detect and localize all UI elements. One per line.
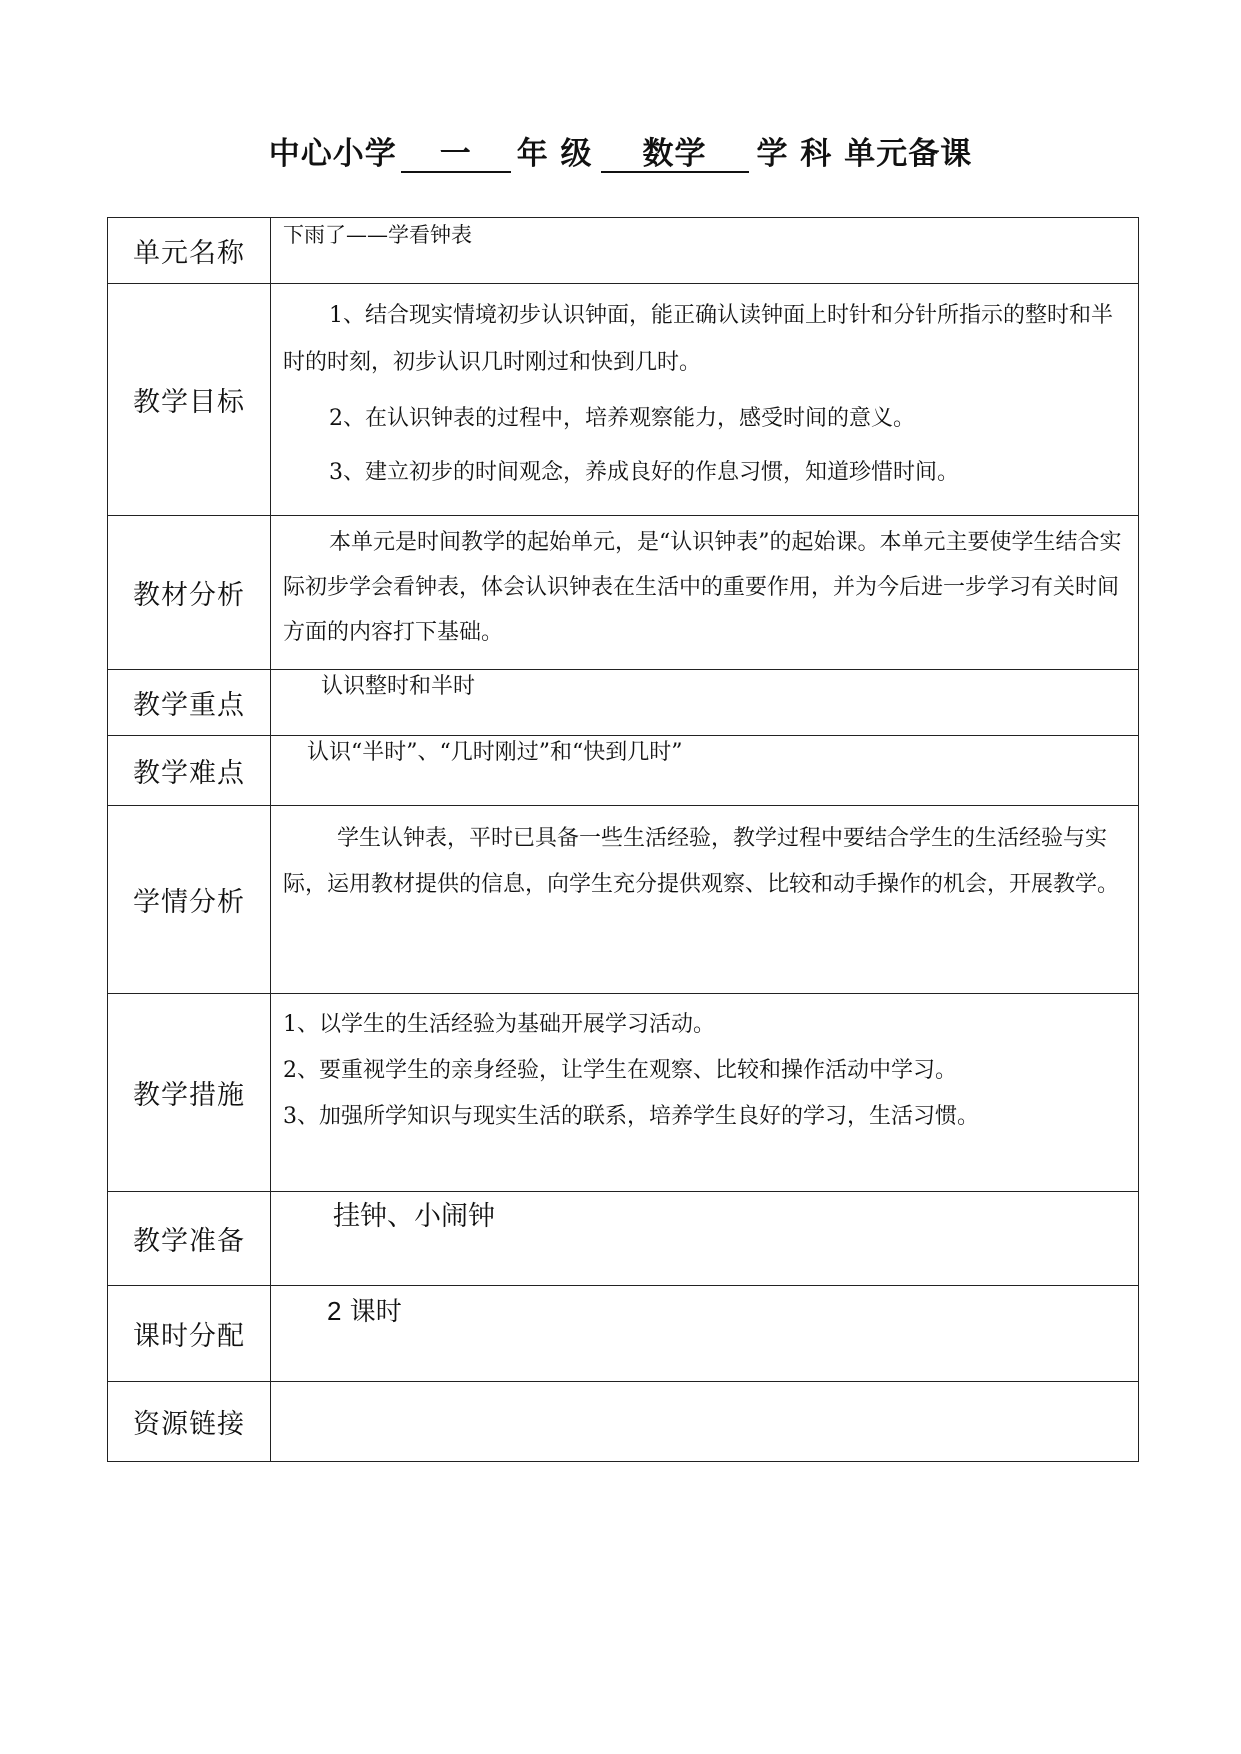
row-label: 教材分析 [108, 516, 271, 670]
hours-text [271, 1286, 1138, 1337]
lesson-plan-table [107, 217, 1139, 1462]
grade-value: 一 [401, 137, 511, 173]
hours-unit: 课时 [349, 1297, 402, 1327]
school-name: 中心小学 [268, 136, 397, 172]
table-row [108, 1192, 1139, 1286]
preparation-cell [271, 1192, 1139, 1286]
material-analysis-text: 本单元是时间教学的起始单元，是“认识钟表”的起始课。本单元主要使学生结合实际初步学会看钟表，体会认识钟表在生活中的重要作用，并为今后进一步学习有关时间方面的内容打下基础。 [283, 530, 1122, 645]
unit-name-value: 下雨了——学看钟表 [283, 223, 472, 247]
subject-value: 数学 [601, 137, 749, 173]
student-analysis-text: 学生认钟表，平时已具备一些生活经验，教学过程中要结合学生的生活经验与实际，运用教材提供的信息，向学生充分提供观察、比较和动手操作的机会，开展教学。 [283, 826, 1120, 897]
row-label: 教学难点 [108, 736, 271, 806]
title-suffix: 单元备课 [844, 136, 973, 172]
row-label: 学情分析 [108, 806, 271, 994]
table-row [108, 1382, 1139, 1462]
row-label: 教学措施 [108, 994, 271, 1192]
table-row [108, 736, 1139, 806]
measure-item-2: 2、要重视学生的亲身经验，让学生在观察、比较和操作活动中学习。 [283, 1058, 957, 1083]
goal-item-2: 2、在认识钟表的过程中，培养观察能力，感受时间的意义。 [329, 406, 915, 431]
measure-item-3: 3、加强所学知识与现实生活的联系，培养学生良好的学习，生活习惯。 [283, 1104, 979, 1129]
measures-cell [271, 994, 1139, 1192]
goal-item-3: 3、建立初步的时间观念，养成良好的作息习惯，知道珍惜时间。 [329, 460, 959, 485]
goal-item-1: 1、结合现实情境初步认识钟面，能正确认读钟面上时针和分针所指示的整时和半时的时刻，初步认识几时刚过和快到几时。 [283, 303, 1113, 375]
table-row [108, 670, 1139, 736]
difficulties-cell [271, 736, 1139, 806]
unit-name-cell [271, 218, 1139, 284]
resources-cell [271, 1382, 1139, 1462]
row-label: 资源链接 [108, 1382, 271, 1462]
subject-label: 学 科 [756, 136, 833, 172]
table-row [108, 284, 1139, 516]
row-label: 单元名称 [108, 218, 271, 284]
measure-item-1: 1、以学生的生活经验为基础开展学习活动。 [283, 1012, 715, 1037]
key-points-text: 认识整时和半时 [321, 674, 476, 699]
key-points-cell [271, 670, 1139, 736]
teaching-goals-cell [271, 284, 1139, 516]
row-label: 教学准备 [108, 1192, 271, 1286]
row-label: 教学目标 [108, 284, 271, 516]
material-analysis-cell [271, 516, 1139, 670]
hours-cell [271, 1286, 1139, 1382]
row-label: 课时分配 [108, 1286, 271, 1382]
grade-label: 年 级 [516, 136, 593, 172]
page-title [0, 128, 1241, 173]
table-row [108, 1286, 1139, 1382]
table-row [108, 806, 1139, 994]
table-row [108, 994, 1139, 1192]
table-row [108, 516, 1139, 670]
table-row [108, 218, 1139, 284]
student-analysis-cell [271, 806, 1139, 994]
preparation-text: 挂钟、小闹钟 [333, 1201, 495, 1232]
hours-number: 2 [327, 1296, 342, 1326]
difficulties-text: 认识“半时”、“几时刚过”和“快到几时” [307, 740, 683, 765]
row-label: 教学重点 [108, 670, 271, 736]
